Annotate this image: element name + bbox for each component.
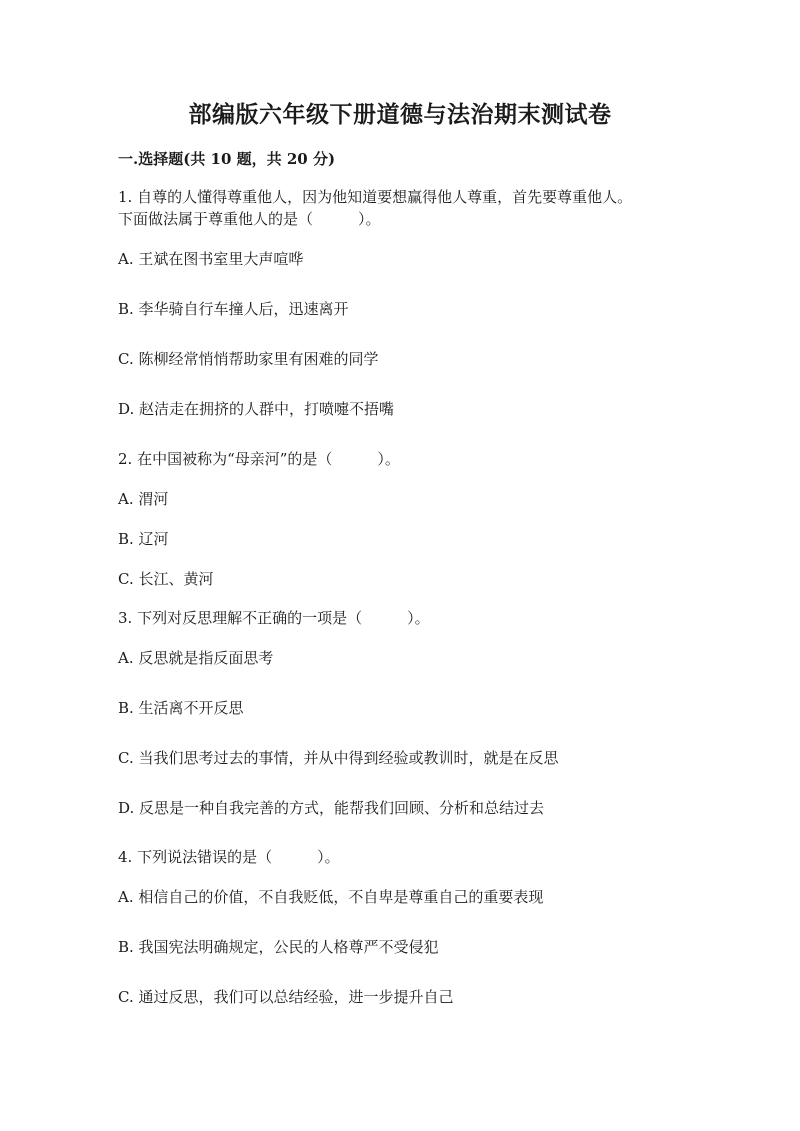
question-2-option-b: B. 辽河 xyxy=(118,530,169,548)
section-heading: 一.选择题(共 10 题，共 20 分) xyxy=(118,150,336,168)
question-2-stem: 2. 在中国被称为“母亲河”的是（ ）。 xyxy=(118,450,400,468)
question-2-option-a: A. 渭河 xyxy=(118,490,169,508)
question-3-option-a: A. 反思就是指反面思考 xyxy=(118,649,274,667)
question-1-stem-line1: 1. 自尊的人懂得尊重他人，因为他知道要想赢得他人尊重，首先要尊重他人。 xyxy=(118,188,633,206)
question-1-option-a: A. 王斌在图书室里大声喧哗 xyxy=(118,250,304,268)
question-1-stem-line2: 下面做法属于尊重他人的是（ ）。 xyxy=(118,210,381,228)
question-3-option-d: D. 反思是一种自我完善的方式，能帮我们回顾、分析和总结过去 xyxy=(118,799,545,817)
question-1-option-d: D. 赵洁走在拥挤的人群中，打喷嚏不捂嘴 xyxy=(118,400,395,418)
page-title: 部编版六年级下册道德与法治期末测试卷 xyxy=(188,101,612,128)
question-4-option-c: C. 通过反思，我们可以总结经验，进一步提升自己 xyxy=(118,988,454,1006)
question-2-option-c: C. 长江、黄河 xyxy=(118,570,214,588)
question-4-stem: 4. 下列说法错误的是（ ）。 xyxy=(118,848,340,866)
question-1-option-c: C. 陈柳经常悄悄帮助家里有困难的同学 xyxy=(118,350,379,368)
question-1-option-b: B. 李华骑自行车撞人后，迅速离开 xyxy=(118,300,349,318)
question-4-option-a: A. 相信自己的价值，不自我贬低，不自卑是尊重自己的重要表现 xyxy=(118,888,544,906)
question-3-stem: 3. 下列对反思理解不正确的一项是（ ）。 xyxy=(118,609,430,627)
question-4-option-b: B. 我国宪法明确规定，公民的人格尊严不受侵犯 xyxy=(118,938,439,956)
question-3-option-c: C. 当我们思考过去的事情，并从中得到经验或教训时，就是在反思 xyxy=(118,749,559,767)
question-3-option-b: B. 生活离不开反思 xyxy=(118,699,244,717)
